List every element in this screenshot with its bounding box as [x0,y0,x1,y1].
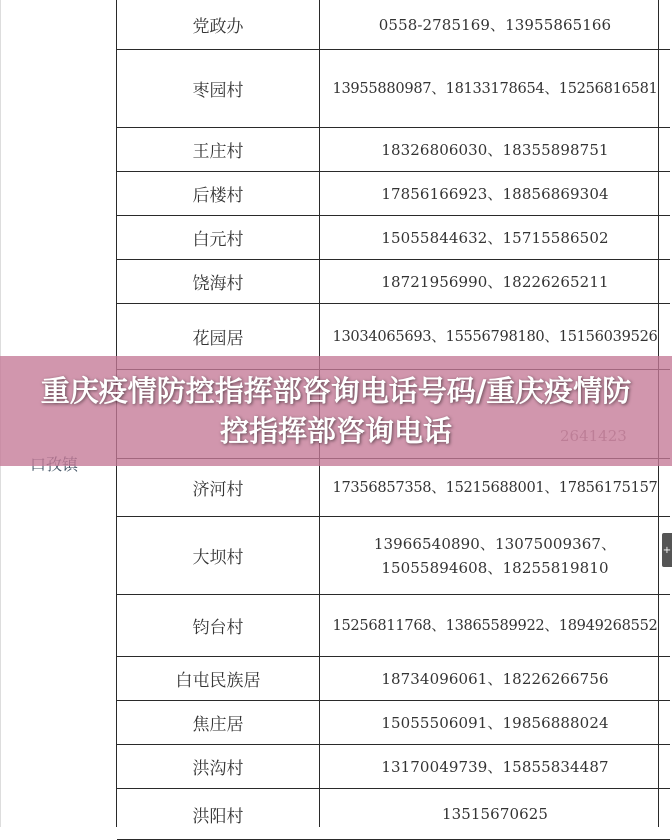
phone-numbers-cell: 18326806030、18355898751 [381,140,609,159]
plus-icon: + [662,544,672,556]
title-banner [0,356,672,466]
village-name-cell: 白屯民族居 [175,671,261,691]
phone-numbers-cell: 17856166923、18856869304 [381,184,609,203]
village-name-cell: 党政办 [192,17,244,37]
phone-numbers-cell: 15055506091、19856888024 [381,713,609,732]
table-row [117,789,670,840]
table-row [117,50,670,128]
table-row [117,701,670,745]
phone-numbers-cell: 13034065693、15556798180、15156039526 [332,327,658,345]
phone-numbers-cell: 15256811768、13865589922、18949268552 [332,616,658,634]
table-row [117,172,670,216]
side-expand-tab[interactable] [662,533,672,567]
table-row [117,745,670,789]
table-row [117,595,670,657]
village-name-cell: 后楼村 [192,186,244,206]
phone-numbers-cell: 13170049739、15855834487 [381,757,609,776]
village-name-cell: 王庄村 [192,142,244,162]
phone-numbers-cell: 13966540890、13075009367、 15055894608、18255819810 [373,534,617,577]
phone-numbers-cell: 0558-2785169、13955865166 [378,15,612,34]
table-row [117,0,670,50]
phone-numbers-cell: 18734096061、18226266756 [381,669,609,688]
table-row [117,216,670,260]
table-row [117,260,670,304]
phone-numbers-cell: 17356857358、15215688001、17856175157 [332,478,658,496]
village-name-cell: 济河村 [192,480,244,500]
village-name-cell: 洪沟村 [192,759,244,779]
village-name-cell: 花园居 [192,329,244,349]
village-name-cell: 钧台村 [192,618,244,638]
phone-numbers-cell: 18721956990、18226265211 [381,272,609,291]
phone-numbers-cell: 15055844632、15715586502 [381,228,609,247]
village-name-cell: 枣园村 [192,81,244,101]
village-name-cell: 白元村 [192,230,244,250]
village-name-cell: 洪阳村 [192,806,244,827]
village-name-cell: 饶海村 [192,274,244,294]
table-row [117,517,670,595]
table-row [117,459,670,517]
table-row [117,657,670,701]
village-name-cell: 焦庄居 [192,715,244,735]
phone-numbers-cell: 13955880987、18133178654、15256816581 [332,79,658,97]
phone-numbers-cell: 13515670625 [441,805,549,823]
banner-title: 重庆疫情防控指挥部咨询电话号码/重庆疫情防控指挥部咨询电话 [40,374,632,448]
table-row [117,128,670,172]
village-name-cell: 大坝村 [192,548,244,568]
